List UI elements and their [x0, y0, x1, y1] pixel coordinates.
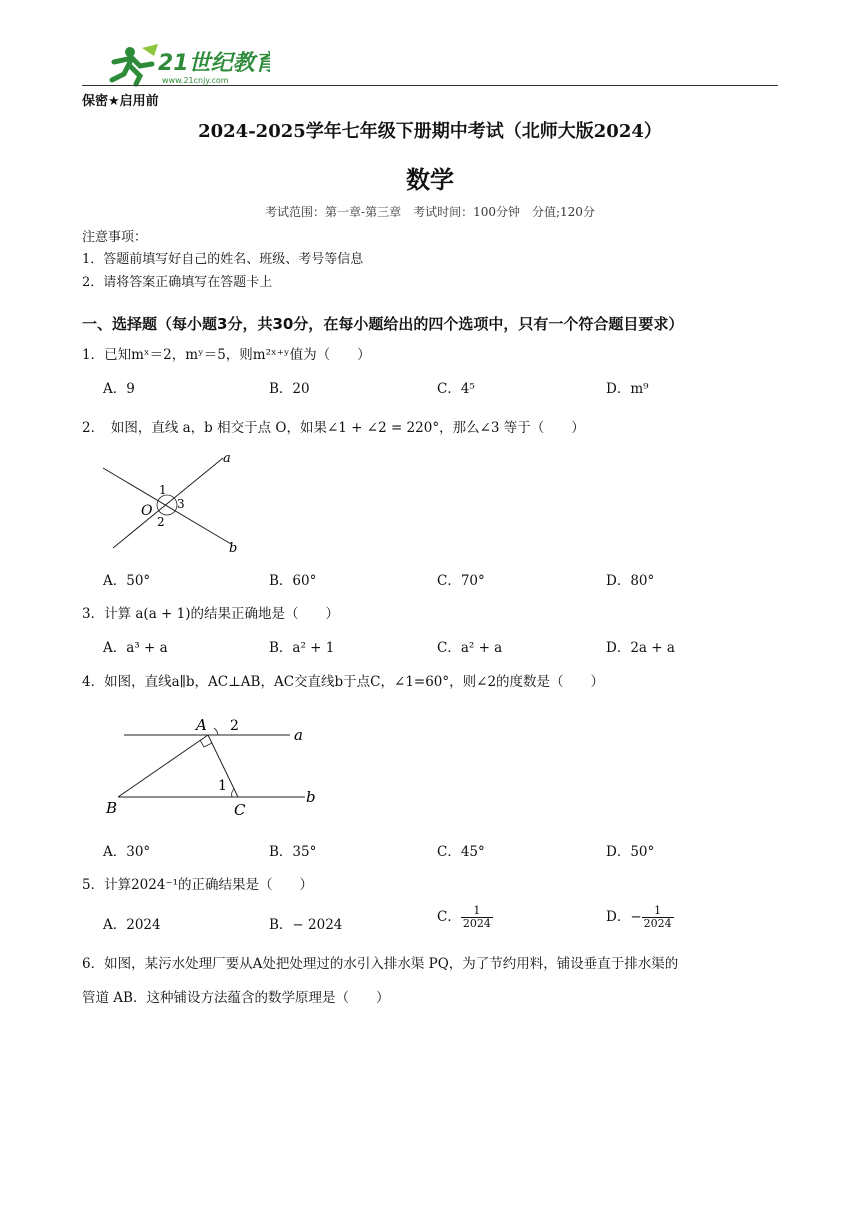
q2-option-b[interactable]: B．60°	[269, 573, 317, 589]
logo-url: www.21cnjy.com	[162, 76, 229, 85]
q1-option-c[interactable]: C．4⁵	[437, 381, 475, 397]
note-item: 2．请将答案正确填写在答题卡上	[82, 275, 273, 290]
q2-angle-3-label: 3	[177, 497, 185, 511]
q4-line-b-label: b	[306, 788, 316, 806]
q2-option-c[interactable]: C．70°	[437, 573, 485, 589]
fraction-denominator: 2024	[643, 917, 672, 930]
q1-option-a[interactable]: A．9	[103, 381, 135, 397]
q4-option-a[interactable]: A．30°	[103, 844, 151, 860]
header-divider	[82, 85, 778, 86]
fraction-denominator: 2024	[462, 917, 491, 930]
q3-option-c[interactable]: C．a² + a	[437, 640, 503, 656]
q5-option-c[interactable]	[437, 905, 493, 930]
logo	[100, 40, 270, 88]
section-heading: 一、选择题（每小题3分，共30分，在每小题给出的四个选项中，只有一个符合题目要求）	[82, 315, 684, 333]
q2-angle-2-label: 2	[157, 515, 165, 529]
q5-option-a[interactable]: A．2024	[103, 917, 161, 933]
notes-heading: 注意事项：	[82, 230, 148, 245]
question-6-stem-line-1: 6．如图，某污水处理厂要从A处把处理过的水引入排水渠 PQ，为了节约用料，铺设垂直于排水渠的	[82, 956, 679, 972]
q1-option-d[interactable]: D．m⁹	[606, 381, 649, 397]
q2-option-a[interactable]: A．50°	[103, 573, 151, 589]
runner-logo-icon	[112, 44, 158, 84]
q3-option-a[interactable]: A．a³ + a	[103, 640, 168, 656]
question-4-stem: 4．如图，直线a∥b，AC⊥AB，AC交直线b于点C，∠1=60°，则∠2的度数是（ ）	[82, 674, 605, 690]
q4-point-b-label: B	[106, 799, 118, 817]
question-5-stem: 5．计算2024⁻¹的正确结果是（ ）	[82, 877, 313, 893]
question-6-stem-line-2: 管道 AB．这种铺设方法蕴含的数学原理是（ ）	[82, 990, 390, 1006]
q5-option-c-fraction	[461, 905, 493, 930]
q4-point-c-label: C	[234, 801, 246, 819]
fraction-numerator: 1	[642, 905, 674, 918]
q5-option-d[interactable]	[606, 905, 674, 930]
question-1-stem: 1．已知mˣ＝2，mʸ＝5，则m²ˣ⁺ʸ值为（ ）	[82, 347, 371, 363]
exam-title: 2024-2025学年七年级下册期中考试（北师大版2024）	[198, 121, 662, 142]
q4-figure	[100, 710, 330, 825]
q2-angle-1-label: 1	[159, 483, 167, 497]
q4-angle-1-label: 1	[218, 778, 227, 794]
q4-option-d[interactable]: D．50°	[606, 844, 655, 860]
logo-text: 21世纪教育	[158, 51, 270, 76]
q1-option-b[interactable]: B．20	[269, 381, 310, 397]
q2-option-d[interactable]: D．80°	[606, 573, 655, 589]
exam-subject: 数学	[406, 166, 454, 194]
q2-line-b-label: b	[229, 541, 238, 556]
q4-line-a-label: a	[294, 726, 303, 744]
question-3-stem: 3．计算 a(a + 1)的结果正确地是（ ）	[82, 606, 339, 622]
q5-option-b[interactable]: B．− 2024	[269, 917, 343, 933]
q2-point-o-label: O	[141, 503, 153, 519]
note-item: 1．答题前填写好自己的姓名、班级、考号等信息	[82, 252, 364, 267]
exam-meta: 考试范围：第一章-第三章 考试时间：100分钟 分值;120分	[265, 205, 595, 219]
secret-label: 保密★启用前	[82, 94, 159, 109]
q5-option-d-prefix: D．−	[606, 909, 642, 925]
q4-option-b[interactable]: B．35°	[269, 844, 317, 860]
q4-angle-2-label: 2	[230, 718, 239, 734]
question-2-stem: 2． 如图，直线 a，b 相交于点 O，如果∠1 + ∠2 = 220°，那么∠3 等于（ ）	[82, 420, 585, 436]
q2-line-a-label: a	[223, 451, 231, 466]
q4-option-c[interactable]: C．45°	[437, 844, 485, 860]
q3-option-d[interactable]: D．2a + a	[606, 640, 675, 656]
q5-option-c-prefix: C．	[437, 909, 461, 925]
fraction-numerator: 1	[461, 905, 493, 918]
q5-option-d-fraction	[642, 905, 674, 930]
q3-option-b[interactable]: B．a² + 1	[269, 640, 335, 656]
q2-figure	[95, 448, 255, 558]
q4-point-a-label: A	[196, 716, 207, 734]
